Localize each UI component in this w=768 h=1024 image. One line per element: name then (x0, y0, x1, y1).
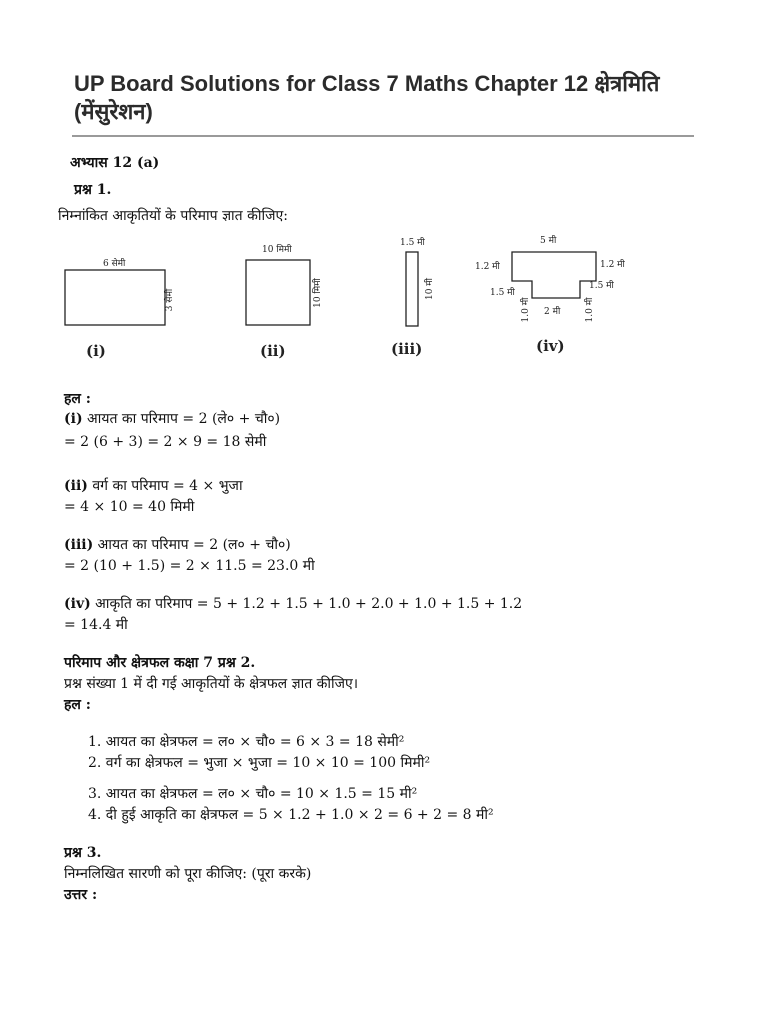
answer-item-2: 2. वर्ग का क्षेत्रफल = भुजा × भुजा = 10 × 10 = 100 मिमी² (88, 755, 431, 771)
solution-3-line-2: = 2 (10 + 1.5) = 2 × 11.5 = 23.0 मी (64, 558, 315, 574)
fig4-left-label: 1.2 मी (475, 262, 500, 272)
question-1-text: निम्नांकित आकृतियों के परिमाप ज्ञात कीजिए: (58, 208, 288, 224)
solution-4-number: (iv) (64, 596, 91, 612)
fig4-leg-right-label: 1.0 मी (585, 297, 595, 323)
fig4-roman: (iv) (536, 337, 565, 355)
rectangle-figure-iii (406, 252, 418, 326)
answer-item-3: 3. आयत का क्षेत्रफल = ल० × चौ० = 10 × 1.5 = 15 मी² (88, 786, 418, 802)
fig4-leg-left-label: 1.0 मी (521, 297, 531, 323)
question-2-text: प्रश्न संख्या 1 में दी गई आकृतियों के क्षेत्रफल ज्ञात कीजिए। (64, 676, 359, 692)
question-3-label: प्रश्न 3. (64, 845, 102, 861)
fig4-top-label: 5 मी (540, 236, 557, 246)
question-2-solution-label: हल : (64, 697, 91, 713)
answer-item-1: 1. आयत का क्षेत्रफल = ल० × चौ० = 6 × 3 = 18 सेमी² (88, 734, 405, 750)
solution-3-line-1 (64, 536, 291, 554)
solution-1-text: आयत का परिमाप = 2 (ले० + चौ०) (82, 411, 281, 427)
solution-1-line-1 (64, 410, 280, 428)
fig4-bottom-label: 2 मी (544, 307, 561, 317)
solution-label: हल : (64, 391, 91, 407)
solution-4-text: आकृति का परिमाप = 5 + 1.2 + 1.5 + 1.0 + 2.0 + 1.0 + 1.5 + 1.2 (90, 596, 523, 612)
solution-2-line-2: = 4 × 10 = 40 मिमी (64, 499, 195, 515)
question-2-label: परिमाप और क्षेत्रफल कक्षा 7 प्रश्न 2. (64, 655, 256, 671)
fig1-top-label: 6 सेमी (103, 259, 126, 269)
fig2-top-label: 10 मिमी (262, 245, 292, 255)
solution-4-line-2: = 14.4 मी (64, 617, 128, 633)
title-line-2: (मेंसुरेशन) (74, 99, 153, 124)
square-figure-ii (246, 260, 310, 325)
fig2-roman: (ii) (260, 342, 286, 360)
solution-3-text: आयत का परिमाप = 2 (ल० + चौ०) (93, 537, 291, 553)
solution-3-number: (iii) (64, 537, 94, 553)
figures-diagram (0, 0, 768, 380)
fig1-side-label: 3 सेमी (165, 288, 175, 312)
composite-figure-iv (512, 252, 596, 298)
fig3-roman: (iii) (391, 340, 423, 358)
fig2-side-label: 10 मिमी (313, 278, 323, 308)
answer-item-4: 4. दी हुई आकृति का क्षेत्रफल = 5 × 1.2 + 1.0 × 2 = 6 + 2 = 8 मी² (88, 807, 494, 823)
fig4-step-left-label: 1.5 मी (490, 288, 515, 298)
fig1-roman: (i) (86, 342, 106, 360)
question-1-label: प्रश्न 1. (74, 182, 112, 198)
answer-label: उत्तर : (64, 887, 98, 903)
fig4-step-right-label: 1.5 मी (589, 281, 614, 291)
fig3-top-label: 1.5 मी (400, 238, 425, 248)
solution-1-number: (i) (64, 411, 83, 427)
fig3-side-label: 10 मी (425, 277, 435, 301)
solution-2-text: वर्ग का परिमाप = 4 × भुजा (87, 478, 243, 494)
solution-2-line-1 (64, 477, 243, 495)
fig4-right-label: 1.2 मी (600, 260, 625, 270)
solution-2-number: (ii) (64, 478, 88, 494)
title-line-1: UP Board Solutions for Class 7 Maths Chapter 12 क्षेत्रमिति (74, 71, 660, 96)
solution-4-line-1 (64, 595, 522, 613)
exercise-heading: अभ्यास 12 (a) (70, 155, 160, 171)
question-3-text: निम्नलिखित सारणी को पूरा कीजिए: (पूरा करके) (64, 866, 312, 882)
rectangle-figure-i (65, 270, 165, 325)
solution-1-line-2: = 2 (6 + 3) = 2 × 9 = 18 सेमी (64, 434, 267, 450)
